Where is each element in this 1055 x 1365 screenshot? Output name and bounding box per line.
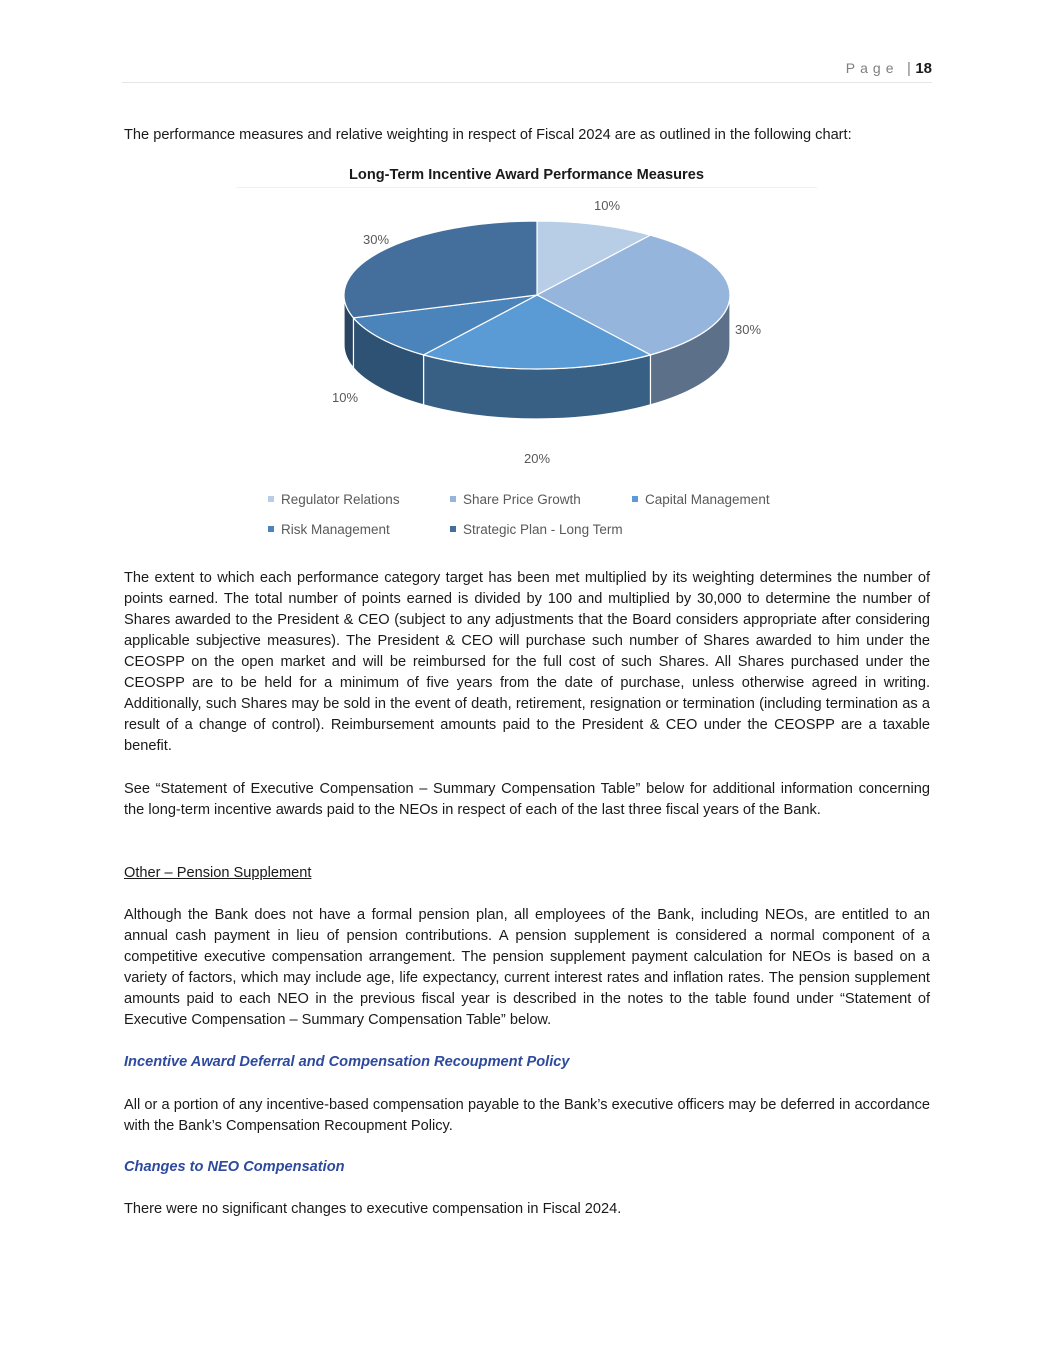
section-heading-pension <box>124 863 930 884</box>
legend-swatch <box>268 526 274 532</box>
page-label: Page <box>845 60 899 76</box>
chart-title: Long-Term Incentive Award Performance Measures <box>349 167 704 183</box>
legend-label: Risk Management <box>281 522 390 537</box>
page-number: 18 <box>915 60 932 77</box>
legend-item <box>450 522 623 537</box>
legend-item <box>268 492 400 507</box>
chart-title-rule <box>236 187 817 188</box>
legend-label: Strategic Plan - Long Term <box>463 522 623 537</box>
legend-swatch <box>450 526 456 532</box>
pie-data-label: 30% <box>734 322 762 337</box>
legend-label: Capital Management <box>645 492 770 507</box>
pie-data-label: 10% <box>331 390 359 405</box>
page-separator: | <box>906 60 911 77</box>
legend-item <box>632 492 770 507</box>
legend-swatch <box>268 496 274 502</box>
pie-data-label: 30% <box>362 232 390 247</box>
paragraph-pension: Although the Bank does not have a formal pension plan, all employees of the Bank, including NEOs, are entitled to an annual cash payment in lieu of pension contributions. A pension supplement is considered a normal component of a competitive executive compensation arrangement. The pension supplement payment calculation for NEOs is based on a variety of factors, which may include age, life expectancy, current interest rates and inflation rates. The pension supplement amounts paid to each NEO in the previous fiscal year is described in the notes to the table found under “Statement of Executive Compensation – Summary Compensation Table” below. <box>124 907 930 1028</box>
pie-chart <box>236 190 817 485</box>
intro-paragraph: The performance measures and relative weighting in respect of Fiscal 2024 are as outlined in the following chart: <box>124 127 852 143</box>
legend-swatch <box>450 496 456 502</box>
pie-data-label: 10% <box>593 198 621 213</box>
paragraph-see-table: See “Statement of Executive Compensation – Summary Compensation Table” below for additional information concerning the long-term incentive awards paid to the NEOs in respect of each of the last three fiscal years of the Bank. <box>124 781 930 818</box>
page-header <box>122 60 932 83</box>
paragraph-changes: There were no significant changes to executive compensation in Fiscal 2024. <box>124 1201 622 1217</box>
section-heading-deferral: Incentive Award Deferral and Compensation Recoupment Policy <box>124 1054 570 1070</box>
pension-heading-text: Other – Pension Supplement <box>124 865 312 881</box>
legend-item <box>268 522 390 537</box>
legend-item <box>450 492 581 507</box>
paragraph-points: The extent to which each performance category target has been met multiplied by its weighting determines the number of points earned. The total number of points earned is divided by 100 and multiplied by 30,000 to determine the number of Shares awarded to the President & CEO (subject to any adjustments that the Board considers appropriate after considering applicable subjective measures). The President & CEO will purchase such number of Shares awarded to him under the CEOSPP on the open market and will be reimbursed for the full cost of such Shares. All Shares purchased under the CEOSPP are to be held for a minimum of five years from the date of purchase, unless otherwise agreed in writing. Additionally, such Shares may be sold in the event of death, retirement, resignation or termination (including termination as a result of a change of control). Reimbursement amounts paid to the President & CEO under the CEOSPP are a taxable benefit. <box>124 570 930 754</box>
section-heading-changes: Changes to NEO Compensation <box>124 1159 345 1175</box>
legend-label: Share Price Growth <box>463 492 581 507</box>
legend-swatch <box>632 496 638 502</box>
pie-data-label: 20% <box>523 451 551 466</box>
legend-label: Regulator Relations <box>281 492 400 507</box>
paragraph-deferral: All or a portion of any incentive-based compensation payable to the Bank’s executive officers may be deferred in accordance with the Bank’s Compensation Recoupment Policy. <box>124 1097 930 1134</box>
